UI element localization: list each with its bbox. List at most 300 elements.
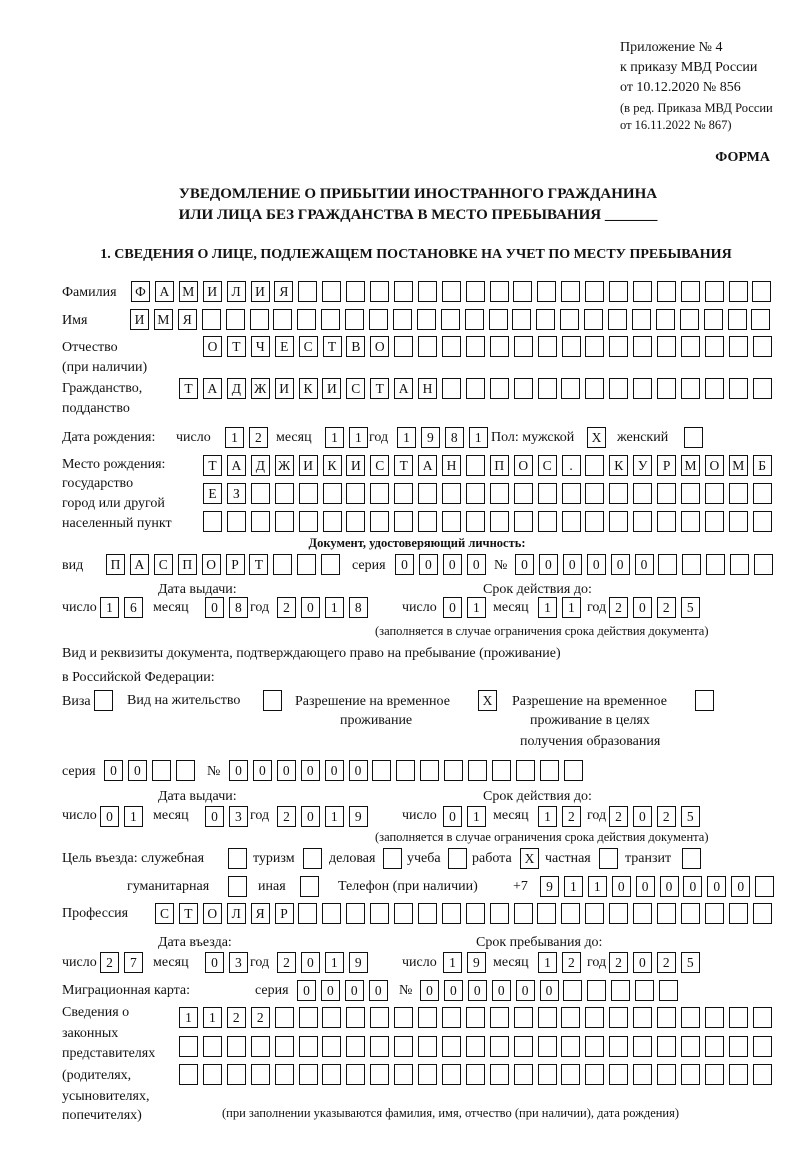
- profession-cell[interactable]: [394, 903, 413, 924]
- profession-cell[interactable]: Т: [179, 903, 198, 924]
- rep-3-cell[interactable]: [203, 1064, 222, 1085]
- phone-cell[interactable]: 0: [683, 876, 702, 897]
- surname-cell[interactable]: И: [251, 281, 270, 302]
- p-other-checkbox[interactable]: [300, 876, 319, 897]
- birth-place-3-cell[interactable]: [323, 511, 342, 532]
- birth-place-1-cell[interactable]: [585, 455, 604, 476]
- mc-number-cell[interactable]: 0: [492, 980, 511, 1001]
- birth-place-3-cell[interactable]: [538, 511, 557, 532]
- birth-month-cell[interactable]: 1: [325, 427, 344, 448]
- rep-1-cell[interactable]: [681, 1007, 700, 1028]
- name-cell[interactable]: [465, 309, 484, 330]
- rep-2-cell[interactable]: [370, 1036, 389, 1057]
- birth-place-3-cell[interactable]: [514, 511, 533, 532]
- rd-valid-year-cell[interactable]: 5: [681, 806, 700, 827]
- id-valid-year-cell[interactable]: 2: [609, 597, 628, 618]
- rep-1-cell[interactable]: 2: [227, 1007, 246, 1028]
- profession-cell[interactable]: [609, 903, 628, 924]
- rep-3-cell[interactable]: [633, 1064, 652, 1085]
- surname-cell[interactable]: [561, 281, 580, 302]
- rd-issue-month-cell[interactable]: 3: [229, 806, 248, 827]
- rep-1-cell[interactable]: [346, 1007, 365, 1028]
- rep-3-cell[interactable]: [729, 1064, 748, 1085]
- profession-cell[interactable]: [370, 903, 389, 924]
- birth-place-2-cell[interactable]: [490, 483, 509, 504]
- id-number-cell[interactable]: [706, 554, 725, 575]
- birth-place-1-cell[interactable]: О: [705, 455, 724, 476]
- rd-number-cell[interactable]: [468, 760, 487, 781]
- name-cell[interactable]: [704, 309, 723, 330]
- rep-3-cell[interactable]: [490, 1064, 509, 1085]
- profession-cell[interactable]: Р: [275, 903, 294, 924]
- rep-3-cell[interactable]: [251, 1064, 270, 1085]
- rep-1-cell[interactable]: [514, 1007, 533, 1028]
- rep-2-cell[interactable]: [657, 1036, 676, 1057]
- birth-place-3-cell[interactable]: [299, 511, 318, 532]
- birth-place-1-cell[interactable]: Б: [753, 455, 772, 476]
- citizenship-cell[interactable]: Т: [370, 378, 389, 399]
- rep-3-cell[interactable]: [753, 1064, 772, 1085]
- birth-place-3-cell[interactable]: [442, 511, 461, 532]
- rd-number-cell[interactable]: 0: [349, 760, 368, 781]
- surname-cell[interactable]: М: [179, 281, 198, 302]
- rep-1-cell[interactable]: [490, 1007, 509, 1028]
- name-cell[interactable]: Я: [178, 309, 197, 330]
- patronymic-cell[interactable]: [681, 336, 700, 357]
- patronymic-cell[interactable]: [609, 336, 628, 357]
- id-number-cell[interactable]: [754, 554, 773, 575]
- p-work-checkbox[interactable]: X: [520, 848, 539, 869]
- surname-cell[interactable]: И: [203, 281, 222, 302]
- id-valid-day-cell[interactable]: 1: [467, 597, 486, 618]
- rep-2-cell[interactable]: [681, 1036, 700, 1057]
- surname-cell[interactable]: [466, 281, 485, 302]
- profession-cell[interactable]: [537, 903, 556, 924]
- rep-2-cell[interactable]: [585, 1036, 604, 1057]
- birth-place-2-cell[interactable]: [538, 483, 557, 504]
- stay-year-cell[interactable]: 5: [681, 952, 700, 973]
- rep-3-cell[interactable]: [418, 1064, 437, 1085]
- p-transit-checkbox[interactable]: [682, 848, 701, 869]
- rep-3-cell[interactable]: [705, 1064, 724, 1085]
- profession-cell[interactable]: [705, 903, 724, 924]
- patronymic-cell[interactable]: [394, 336, 413, 357]
- name-cell[interactable]: [226, 309, 245, 330]
- phone-cell[interactable]: [755, 876, 774, 897]
- id-issue-year-cell[interactable]: 8: [349, 597, 368, 618]
- profession-cell[interactable]: О: [203, 903, 222, 924]
- patronymic-cell[interactable]: [442, 336, 461, 357]
- p-humanitarian-checkbox[interactable]: [228, 876, 247, 897]
- id-kind-cell[interactable]: П: [178, 554, 197, 575]
- birth-place-1-cell[interactable]: Т: [394, 455, 413, 476]
- visa-checkbox[interactable]: [94, 690, 113, 711]
- rep-2-cell[interactable]: [179, 1036, 198, 1057]
- mc-number-cell[interactable]: [659, 980, 678, 1001]
- rep-3-cell[interactable]: [275, 1064, 294, 1085]
- name-cell[interactable]: [489, 309, 508, 330]
- stay-year-cell[interactable]: 2: [609, 952, 628, 973]
- birth-place-2-cell[interactable]: [442, 483, 461, 504]
- birth-year-cell[interactable]: 9: [421, 427, 440, 448]
- entry-year-cell[interactable]: 2: [277, 952, 296, 973]
- rd-number-cell[interactable]: [372, 760, 391, 781]
- birth-place-1-cell[interactable]: Р: [657, 455, 676, 476]
- patronymic-cell[interactable]: Ч: [251, 336, 270, 357]
- id-number-cell[interactable]: [682, 554, 701, 575]
- rep-1-cell[interactable]: [753, 1007, 772, 1028]
- birth-place-2-cell[interactable]: [562, 483, 581, 504]
- profession-cell[interactable]: [466, 903, 485, 924]
- id-series-cell[interactable]: 0: [443, 554, 462, 575]
- surname-cell[interactable]: [633, 281, 652, 302]
- surname-cell[interactable]: [705, 281, 724, 302]
- rd-valid-day-cell[interactable]: 0: [443, 806, 462, 827]
- surname-cell[interactable]: [752, 281, 771, 302]
- profession-cell[interactable]: Л: [227, 903, 246, 924]
- id-kind-cell[interactable]: [273, 554, 292, 575]
- name-cell[interactable]: [751, 309, 770, 330]
- rd-number-cell[interactable]: [420, 760, 439, 781]
- patronymic-cell[interactable]: [562, 336, 581, 357]
- rep-2-cell[interactable]: [753, 1036, 772, 1057]
- birth-place-1-cell[interactable]: .: [562, 455, 581, 476]
- rep-3-cell[interactable]: [299, 1064, 318, 1085]
- rd-valid-day-cell[interactable]: 1: [467, 806, 486, 827]
- birth-place-2-cell[interactable]: [585, 483, 604, 504]
- entry-month-cell[interactable]: 0: [205, 952, 224, 973]
- citizenship-cell[interactable]: А: [394, 378, 413, 399]
- patronymic-cell[interactable]: О: [203, 336, 222, 357]
- surname-cell[interactable]: [681, 281, 700, 302]
- patronymic-cell[interactable]: Т: [227, 336, 246, 357]
- patronymic-cell[interactable]: [418, 336, 437, 357]
- entry-year-cell[interactable]: 0: [301, 952, 320, 973]
- id-kind-cell[interactable]: [297, 554, 316, 575]
- id-valid-month-cell[interactable]: 1: [538, 597, 557, 618]
- rep-2-cell[interactable]: [275, 1036, 294, 1057]
- stay-year-cell[interactable]: 2: [657, 952, 676, 973]
- mc-number-cell[interactable]: [563, 980, 582, 1001]
- rep-2-cell[interactable]: [466, 1036, 485, 1057]
- name-cell[interactable]: И: [130, 309, 149, 330]
- rep-3-cell[interactable]: [657, 1064, 676, 1085]
- id-kind-cell[interactable]: Т: [249, 554, 268, 575]
- id-issue-year-cell[interactable]: 1: [325, 597, 344, 618]
- rd-number-cell[interactable]: [564, 760, 583, 781]
- entry-year-cell[interactable]: 9: [349, 952, 368, 973]
- name-cell[interactable]: [680, 309, 699, 330]
- rep-1-cell[interactable]: 1: [179, 1007, 198, 1028]
- id-series-cell[interactable]: 0: [467, 554, 486, 575]
- surname-cell[interactable]: [418, 281, 437, 302]
- sex-female-checkbox[interactable]: [684, 427, 703, 448]
- stay-month-cell[interactable]: 1: [538, 952, 557, 973]
- patronymic-cell[interactable]: Е: [275, 336, 294, 357]
- citizenship-cell[interactable]: [633, 378, 652, 399]
- birth-place-2-cell[interactable]: [729, 483, 748, 504]
- residence-checkbox[interactable]: [263, 690, 282, 711]
- profession-cell[interactable]: [681, 903, 700, 924]
- name-cell[interactable]: [584, 309, 603, 330]
- birth-place-2-cell[interactable]: [681, 483, 700, 504]
- phone-cell[interactable]: 0: [636, 876, 655, 897]
- id-kind-cell[interactable]: С: [154, 554, 173, 575]
- patronymic-cell[interactable]: [729, 336, 748, 357]
- rep-1-cell[interactable]: [275, 1007, 294, 1028]
- p-study-checkbox[interactable]: [448, 848, 467, 869]
- birth-place-3-cell[interactable]: [562, 511, 581, 532]
- citizenship-cell[interactable]: Т: [179, 378, 198, 399]
- rd-series-cell[interactable]: 0: [104, 760, 123, 781]
- birth-place-2-cell[interactable]: [299, 483, 318, 504]
- birth-place-1-cell[interactable]: К: [323, 455, 342, 476]
- birth-place-2-cell[interactable]: Е: [203, 483, 222, 504]
- mc-series-cell[interactable]: 0: [297, 980, 316, 1001]
- temp-edu-checkbox[interactable]: [695, 690, 714, 711]
- id-number-cell[interactable]: [730, 554, 749, 575]
- rd-number-cell[interactable]: 0: [277, 760, 296, 781]
- citizenship-cell[interactable]: И: [322, 378, 341, 399]
- citizenship-cell[interactable]: [729, 378, 748, 399]
- rep-1-cell[interactable]: [561, 1007, 580, 1028]
- birth-place-2-cell[interactable]: [394, 483, 413, 504]
- id-number-cell[interactable]: 0: [515, 554, 534, 575]
- id-kind-cell[interactable]: [321, 554, 340, 575]
- birth-place-3-cell[interactable]: [251, 511, 270, 532]
- id-number-cell[interactable]: 0: [611, 554, 630, 575]
- citizenship-cell[interactable]: И: [275, 378, 294, 399]
- phone-cell[interactable]: 1: [588, 876, 607, 897]
- rd-number-cell[interactable]: 0: [325, 760, 344, 781]
- rep-1-cell[interactable]: [466, 1007, 485, 1028]
- profession-cell[interactable]: [585, 903, 604, 924]
- birth-place-1-cell[interactable]: М: [681, 455, 700, 476]
- citizenship-cell[interactable]: Д: [227, 378, 246, 399]
- birth-place-1-cell[interactable]: У: [633, 455, 652, 476]
- profession-cell[interactable]: [561, 903, 580, 924]
- id-valid-year-cell[interactable]: 2: [657, 597, 676, 618]
- citizenship-cell[interactable]: [538, 378, 557, 399]
- phone-cell[interactable]: 0: [660, 876, 679, 897]
- surname-cell[interactable]: [657, 281, 676, 302]
- citizenship-cell[interactable]: [490, 378, 509, 399]
- birth-place-2-cell[interactable]: [370, 483, 389, 504]
- patronymic-cell[interactable]: В: [346, 336, 365, 357]
- rep-1-cell[interactable]: [299, 1007, 318, 1028]
- birth-place-2-cell[interactable]: [609, 483, 628, 504]
- patronymic-cell[interactable]: [657, 336, 676, 357]
- rd-series-cell[interactable]: [176, 760, 195, 781]
- id-series-cell[interactable]: 0: [419, 554, 438, 575]
- birth-place-2-cell[interactable]: [753, 483, 772, 504]
- id-number-cell[interactable]: [658, 554, 677, 575]
- patronymic-cell[interactable]: О: [370, 336, 389, 357]
- name-cell[interactable]: [417, 309, 436, 330]
- mc-number-cell[interactable]: 0: [420, 980, 439, 1001]
- temp-res-checkbox[interactable]: X: [478, 690, 497, 711]
- rep-2-cell[interactable]: [538, 1036, 557, 1057]
- rep-3-cell[interactable]: [585, 1064, 604, 1085]
- rep-3-cell[interactable]: [370, 1064, 389, 1085]
- birth-place-3-cell[interactable]: [681, 511, 700, 532]
- id-kind-cell[interactable]: О: [202, 554, 221, 575]
- rep-3-cell[interactable]: [346, 1064, 365, 1085]
- rd-valid-month-cell[interactable]: 2: [562, 806, 581, 827]
- rep-2-cell[interactable]: [322, 1036, 341, 1057]
- rep-1-cell[interactable]: [633, 1007, 652, 1028]
- rep-1-cell[interactable]: 1: [203, 1007, 222, 1028]
- rep-3-cell[interactable]: [466, 1064, 485, 1085]
- birth-place-1-cell[interactable]: М: [729, 455, 748, 476]
- rep-2-cell[interactable]: [633, 1036, 652, 1057]
- surname-cell[interactable]: [609, 281, 628, 302]
- rd-series-cell[interactable]: [152, 760, 171, 781]
- rd-number-cell[interactable]: [396, 760, 415, 781]
- entry-month-cell[interactable]: 3: [229, 952, 248, 973]
- rep-3-cell[interactable]: [227, 1064, 246, 1085]
- rd-issue-year-cell[interactable]: 0: [301, 806, 320, 827]
- name-cell[interactable]: [202, 309, 221, 330]
- birth-place-3-cell[interactable]: [394, 511, 413, 532]
- surname-cell[interactable]: Ф: [131, 281, 150, 302]
- rep-2-cell[interactable]: [299, 1036, 318, 1057]
- p-private-checkbox[interactable]: [599, 848, 618, 869]
- birth-place-2-cell[interactable]: [705, 483, 724, 504]
- p-official-checkbox[interactable]: [228, 848, 247, 869]
- citizenship-cell[interactable]: К: [299, 378, 318, 399]
- surname-cell[interactable]: [490, 281, 509, 302]
- mc-number-cell[interactable]: 0: [444, 980, 463, 1001]
- birth-place-2-cell[interactable]: З: [227, 483, 246, 504]
- rep-1-cell[interactable]: [729, 1007, 748, 1028]
- profession-cell[interactable]: [490, 903, 509, 924]
- surname-cell[interactable]: [370, 281, 389, 302]
- id-valid-month-cell[interactable]: 1: [562, 597, 581, 618]
- rep-3-cell[interactable]: [179, 1064, 198, 1085]
- birth-place-3-cell[interactable]: [203, 511, 222, 532]
- id-number-cell[interactable]: 0: [587, 554, 606, 575]
- name-cell[interactable]: [560, 309, 579, 330]
- patronymic-cell[interactable]: [538, 336, 557, 357]
- citizenship-cell[interactable]: [705, 378, 724, 399]
- citizenship-cell[interactable]: Н: [418, 378, 437, 399]
- birth-day-cell[interactable]: 2: [249, 427, 268, 448]
- rd-number-cell[interactable]: [516, 760, 535, 781]
- stay-day-cell[interactable]: 1: [443, 952, 462, 973]
- profession-cell[interactable]: [346, 903, 365, 924]
- patronymic-cell[interactable]: [514, 336, 533, 357]
- id-valid-day-cell[interactable]: 0: [443, 597, 462, 618]
- birth-month-cell[interactable]: 1: [349, 427, 368, 448]
- birth-place-1-cell[interactable]: Ж: [275, 455, 294, 476]
- citizenship-cell[interactable]: [681, 378, 700, 399]
- birth-place-3-cell[interactable]: [418, 511, 437, 532]
- mc-number-cell[interactable]: 0: [468, 980, 487, 1001]
- rd-valid-year-cell[interactable]: 2: [609, 806, 628, 827]
- rd-number-cell[interactable]: [492, 760, 511, 781]
- rep-3-cell[interactable]: [561, 1064, 580, 1085]
- entry-day-cell[interactable]: 7: [124, 952, 143, 973]
- birth-place-3-cell[interactable]: [633, 511, 652, 532]
- name-cell[interactable]: [393, 309, 412, 330]
- mc-series-cell[interactable]: 0: [345, 980, 364, 1001]
- rd-issue-day-cell[interactable]: 1: [124, 806, 143, 827]
- rep-3-cell[interactable]: [681, 1064, 700, 1085]
- rep-1-cell[interactable]: [538, 1007, 557, 1028]
- phone-cell[interactable]: 0: [731, 876, 750, 897]
- birth-place-3-cell[interactable]: [370, 511, 389, 532]
- citizenship-cell[interactable]: [585, 378, 604, 399]
- entry-day-cell[interactable]: 2: [100, 952, 119, 973]
- name-cell[interactable]: М: [154, 309, 173, 330]
- mc-number-cell[interactable]: [635, 980, 654, 1001]
- profession-cell[interactable]: [657, 903, 676, 924]
- name-cell[interactable]: [250, 309, 269, 330]
- birth-place-2-cell[interactable]: [418, 483, 437, 504]
- surname-cell[interactable]: [394, 281, 413, 302]
- surname-cell[interactable]: Л: [227, 281, 246, 302]
- id-kind-cell[interactable]: П: [106, 554, 125, 575]
- id-kind-cell[interactable]: А: [130, 554, 149, 575]
- mc-number-cell[interactable]: [587, 980, 606, 1001]
- rep-1-cell[interactable]: [705, 1007, 724, 1028]
- birth-place-2-cell[interactable]: [251, 483, 270, 504]
- birth-place-3-cell[interactable]: [490, 511, 509, 532]
- rd-issue-month-cell[interactable]: 0: [205, 806, 224, 827]
- rep-3-cell[interactable]: [609, 1064, 628, 1085]
- mc-number-cell[interactable]: 0: [540, 980, 559, 1001]
- name-cell[interactable]: [632, 309, 651, 330]
- patronymic-cell[interactable]: [490, 336, 509, 357]
- birth-place-3-cell[interactable]: [729, 511, 748, 532]
- rep-2-cell[interactable]: [490, 1036, 509, 1057]
- birth-place-3-cell[interactable]: [346, 511, 365, 532]
- rep-2-cell[interactable]: [514, 1036, 533, 1057]
- citizenship-cell[interactable]: [561, 378, 580, 399]
- id-number-cell[interactable]: 0: [635, 554, 654, 575]
- surname-cell[interactable]: [298, 281, 317, 302]
- rep-2-cell[interactable]: [346, 1036, 365, 1057]
- mc-number-cell[interactable]: [611, 980, 630, 1001]
- patronymic-cell[interactable]: [585, 336, 604, 357]
- birth-place-2-cell[interactable]: [657, 483, 676, 504]
- birth-year-cell[interactable]: 1: [397, 427, 416, 448]
- birth-place-3-cell[interactable]: [753, 511, 772, 532]
- birth-year-cell[interactable]: 8: [445, 427, 464, 448]
- birth-place-2-cell[interactable]: [275, 483, 294, 504]
- name-cell[interactable]: [369, 309, 388, 330]
- birth-place-1-cell[interactable]: [466, 455, 485, 476]
- name-cell[interactable]: [512, 309, 531, 330]
- patronymic-cell[interactable]: [466, 336, 485, 357]
- birth-place-1-cell[interactable]: И: [299, 455, 318, 476]
- rep-1-cell[interactable]: [322, 1007, 341, 1028]
- sex-male-checkbox[interactable]: X: [587, 427, 606, 448]
- id-kind-cell[interactable]: Р: [226, 554, 245, 575]
- rd-valid-month-cell[interactable]: 1: [538, 806, 557, 827]
- birth-place-1-cell[interactable]: С: [538, 455, 557, 476]
- phone-cell[interactable]: 0: [707, 876, 726, 897]
- mc-number-cell[interactable]: 0: [516, 980, 535, 1001]
- rd-valid-year-cell[interactable]: 2: [657, 806, 676, 827]
- surname-cell[interactable]: [346, 281, 365, 302]
- name-cell[interactable]: [608, 309, 627, 330]
- phone-cell[interactable]: 9: [540, 876, 559, 897]
- rd-number-cell[interactable]: 0: [253, 760, 272, 781]
- id-valid-year-cell[interactable]: 0: [633, 597, 652, 618]
- surname-cell[interactable]: А: [155, 281, 174, 302]
